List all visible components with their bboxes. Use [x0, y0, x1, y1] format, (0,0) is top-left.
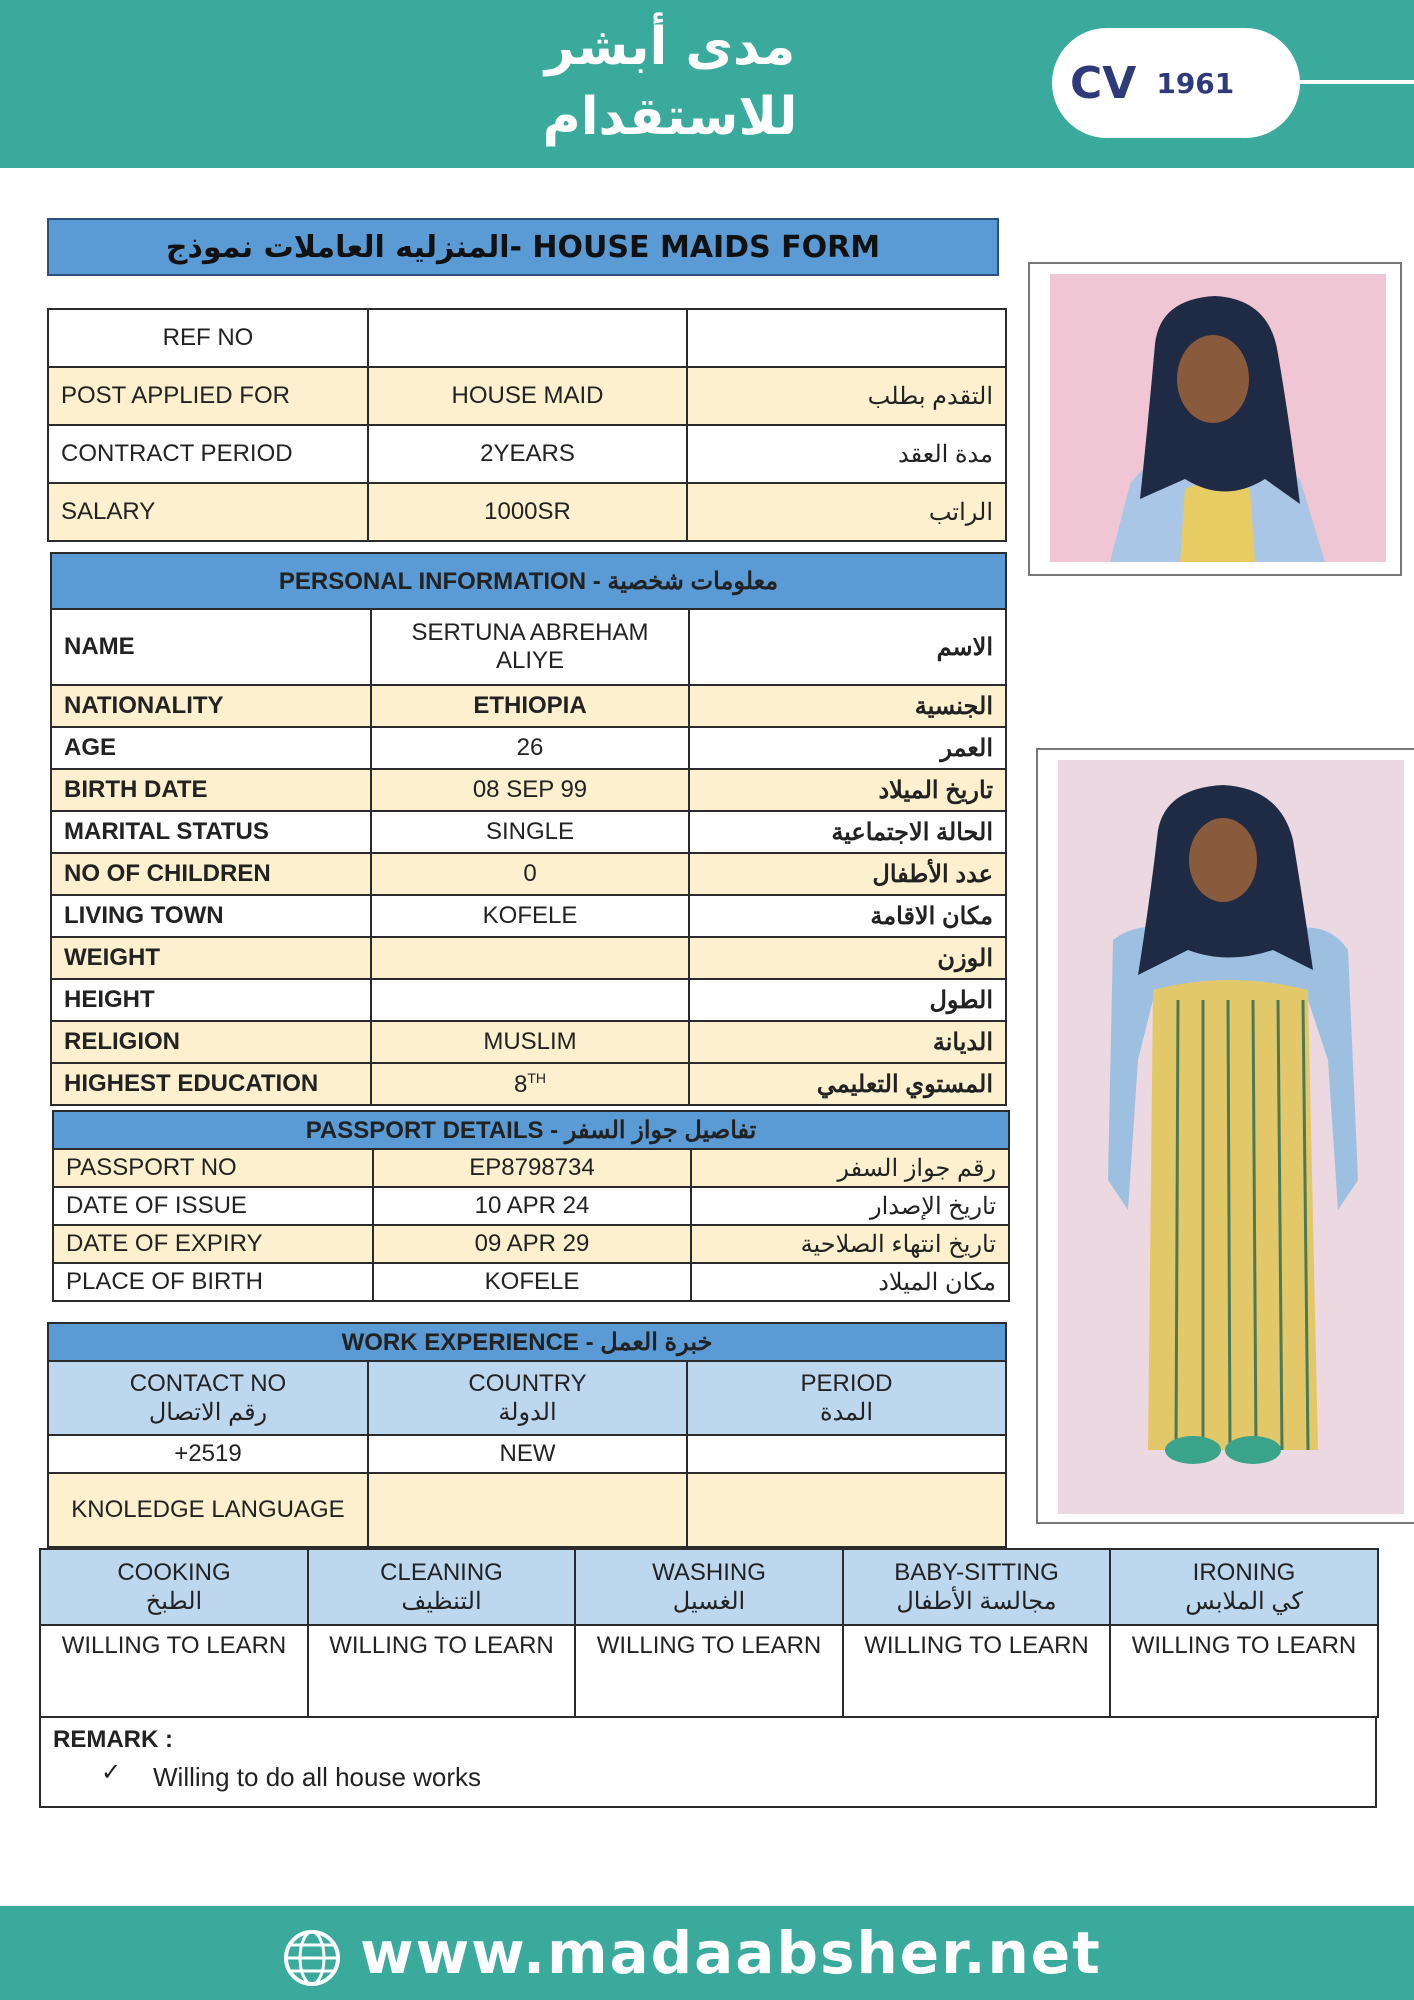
job-table: [47, 308, 1007, 542]
passport-no-value: EP8798734: [373, 1149, 691, 1187]
religion-ar: الديانة: [689, 1021, 1006, 1063]
table-row: [48, 483, 1006, 541]
table-row: [53, 1187, 1009, 1225]
post-ar: التقدم بطلب: [687, 367, 1006, 425]
knowledge-language-extra: [687, 1473, 1006, 1547]
table-row: [48, 1473, 1006, 1547]
children-label: NO OF CHILDREN: [51, 853, 371, 895]
brand-line-2: للاستقدام: [542, 87, 798, 147]
full-body-photo: [1036, 748, 1414, 1524]
skill-washing-value: WILLING TO LEARN: [575, 1625, 843, 1717]
skill-babysitting-en: BABY-SITTING: [894, 1558, 1059, 1586]
age-label: AGE: [51, 727, 371, 769]
skills-table: [39, 1548, 1379, 1718]
skill-cooking-header: [40, 1549, 308, 1625]
skill-ironing-ar: كي الملابس: [1185, 1587, 1303, 1615]
education-label: HIGHEST EDUCATION: [51, 1063, 371, 1105]
weight-label: WEIGHT: [51, 937, 371, 979]
table-row: [51, 979, 1006, 1021]
ref-label: REF NO: [48, 309, 368, 367]
skill-cooking-ar: الطبخ: [145, 1587, 203, 1615]
pob-label: PLACE OF BIRTH: [53, 1263, 373, 1301]
passport-no-ar: رقم جواز السفر: [691, 1149, 1009, 1187]
education-value-sup: TH: [527, 1069, 547, 1086]
nationality-value: ETHIOPIA: [371, 685, 689, 727]
name-label: NAME: [51, 609, 371, 685]
portrait-photo: [1028, 262, 1402, 576]
contract-value: 2YEARS: [368, 425, 687, 483]
table-row: [48, 1435, 1006, 1473]
town-label: LIVING TOWN: [51, 895, 371, 937]
skill-cooking-value: WILLING TO LEARN: [40, 1625, 308, 1717]
table-row: [51, 937, 1006, 979]
town-value: KOFELE: [371, 895, 689, 937]
weight-value: [371, 937, 689, 979]
salary-label: SALARY: [48, 483, 368, 541]
town-ar: مكان الاقامة: [689, 895, 1006, 937]
portrait-illustration: [1050, 274, 1386, 562]
children-ar: عدد الأطفال: [689, 853, 1006, 895]
name-ar: الاسم: [689, 609, 1006, 685]
work-col-period-en: PERIOD: [800, 1369, 893, 1397]
nationality-ar: الجنسية: [689, 685, 1006, 727]
table-row: [51, 769, 1006, 811]
globe-icon: [282, 1928, 342, 1988]
skill-ironing-value: WILLING TO LEARN: [1110, 1625, 1378, 1717]
education-value-main: 8: [513, 1070, 528, 1098]
skill-babysitting-header: [843, 1549, 1110, 1625]
contract-label: CONTRACT PERIOD: [48, 425, 368, 483]
work-col-country-ar: الدولة: [498, 1398, 557, 1426]
passport-heading: PASSPORT DETAILS - تفاصيل جواز السفر: [53, 1111, 1009, 1149]
height-ar: الطول: [689, 979, 1006, 1021]
religion-label: RELIGION: [51, 1021, 371, 1063]
skill-ironing-header: [1110, 1549, 1378, 1625]
post-value: HOUSE MAID: [368, 367, 687, 425]
salary-ar: الراتب: [687, 483, 1006, 541]
table-row: [51, 811, 1006, 853]
remark-title: REMARK :: [53, 1726, 173, 1753]
skill-cleaning-ar: التنظيف: [401, 1587, 482, 1615]
age-ar: العمر: [689, 727, 1006, 769]
table-row: [51, 1063, 1006, 1105]
birthdate-ar: تاريخ الميلاد: [689, 769, 1006, 811]
age-value: 26: [371, 727, 689, 769]
post-label: POST APPLIED FOR: [48, 367, 368, 425]
table-row: [53, 1149, 1009, 1187]
table-row: [40, 1625, 1378, 1717]
brand-logo-text: [470, 12, 870, 152]
weight-ar: الوزن: [689, 937, 1006, 979]
table-row: [51, 853, 1006, 895]
cv-badge: [1052, 28, 1300, 138]
table-row: [48, 1361, 1006, 1435]
marital-value: SINGLE: [371, 811, 689, 853]
name-value: SERTUNA ABREHAM ALIYE: [371, 609, 689, 685]
contract-ar: مدة العقد: [687, 425, 1006, 483]
knowledge-language-label: KNOLEDGE LANGUAGE: [48, 1473, 368, 1547]
skill-washing-header: [575, 1549, 843, 1625]
table-row: [48, 367, 1006, 425]
birthdate-value: 08 SEP 99: [371, 769, 689, 811]
work-col-contact-ar: رقم الاتصال: [148, 1398, 268, 1426]
skill-cleaning-value: WILLING TO LEARN: [308, 1625, 575, 1717]
children-value: 0: [371, 853, 689, 895]
pob-ar: مكان الميلاد: [691, 1263, 1009, 1301]
work-contact-value: +2519: [48, 1435, 368, 1473]
height-value: [371, 979, 689, 1021]
table-row: [51, 727, 1006, 769]
height-label: HEIGHT: [51, 979, 371, 1021]
table-row: [51, 609, 1006, 685]
education-value: [371, 1063, 689, 1105]
table-row: [53, 1111, 1009, 1149]
work-col-contact-en: CONTACT NO: [129, 1369, 287, 1397]
skill-cleaning-header: [308, 1549, 575, 1625]
table-row: [48, 1323, 1006, 1361]
work-col-country: [368, 1361, 687, 1435]
table-row: [53, 1225, 1009, 1263]
personal-heading: PERSONAL INFORMATION - معلومات شخصية: [51, 553, 1006, 609]
skill-washing-en: WASHING: [652, 1558, 766, 1586]
table-row: [51, 1021, 1006, 1063]
personal-table: [50, 552, 1007, 1106]
full-body-illustration: [1058, 760, 1404, 1514]
table-row: [40, 1549, 1378, 1625]
form-title: المنزليه العاملات نموذج- HOUSE MAIDS FORM: [47, 218, 999, 276]
cv-label: CV: [1070, 57, 1137, 109]
cv-number: 1961: [1156, 66, 1235, 100]
marital-label: MARITAL STATUS: [51, 811, 371, 853]
work-col-country-en: COUNTRY: [468, 1369, 587, 1397]
knowledge-language-value: [368, 1473, 687, 1547]
skill-ironing-en: IRONING: [1192, 1558, 1296, 1586]
nationality-label: NATIONALITY: [51, 685, 371, 727]
work-col-period: [687, 1361, 1006, 1435]
remark-line: Willing to do all house works: [153, 1762, 482, 1792]
birthdate-label: BIRTH DATE: [51, 769, 371, 811]
ref-ar: [687, 309, 1006, 367]
skill-cleaning-en: CLEANING: [380, 1558, 503, 1586]
salary-value: 1000SR: [368, 483, 687, 541]
issue-value: 10 APR 24: [373, 1187, 691, 1225]
table-row: [51, 685, 1006, 727]
expiry-value: 09 APR 29: [373, 1225, 691, 1263]
education-ar: المستوي التعليمي: [689, 1063, 1006, 1105]
issue-ar: تاريخ الإصدار: [691, 1187, 1009, 1225]
table-row: [48, 309, 1006, 367]
expiry-ar: تاريخ انتهاء الصلاحية: [691, 1225, 1009, 1263]
brand-line-1: مدى أبشر: [544, 17, 796, 77]
table-row: [51, 553, 1006, 609]
website-link[interactable]: www.madaabsher.net: [360, 1919, 1102, 1987]
table-row: [51, 895, 1006, 937]
ref-value: [368, 309, 687, 367]
check-icon: ✓: [101, 1758, 122, 1786]
passport-no-label: PASSPORT NO: [53, 1149, 373, 1187]
work-col-period-ar: المدة: [820, 1398, 874, 1426]
marital-ar: الحالة الاجتماعية: [689, 811, 1006, 853]
passport-table: [52, 1110, 1010, 1302]
work-country-value: NEW: [368, 1435, 687, 1473]
pob-value: KOFELE: [373, 1263, 691, 1301]
skill-cooking-en: COOKING: [117, 1558, 231, 1586]
expiry-label: DATE OF EXPIRY: [53, 1225, 373, 1263]
work-col-contact: [48, 1361, 368, 1435]
work-period-value: [687, 1435, 1006, 1473]
religion-value: MUSLIM: [371, 1021, 689, 1063]
work-table: [47, 1322, 1007, 1548]
table-row: [48, 425, 1006, 483]
skill-babysitting-ar: مجالسة الأطفال: [896, 1587, 1057, 1615]
table-row: [53, 1263, 1009, 1301]
remark-box: [39, 1716, 1377, 1808]
header-divider: [1296, 80, 1414, 84]
skill-babysitting-value: WILLING TO LEARN: [843, 1625, 1110, 1717]
work-heading: WORK EXPERIENCE - خبرة العمل: [48, 1323, 1006, 1361]
issue-label: DATE OF ISSUE: [53, 1187, 373, 1225]
skill-washing-ar: الغسيل: [672, 1587, 746, 1615]
